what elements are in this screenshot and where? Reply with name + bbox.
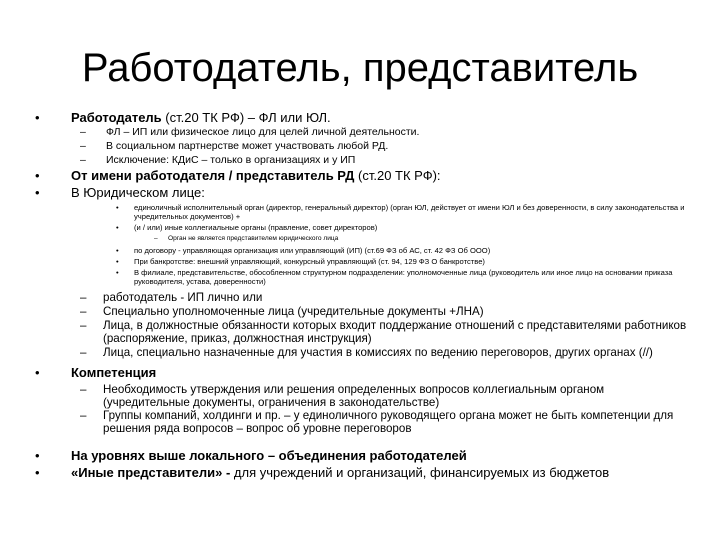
bullet-marker: •	[116, 246, 119, 255]
l3-item-text: В филиале, представительстве, обособленном структурном подразделении: уполномоченные лица (руководитель или иное лицо на основании приказа руководителя, устава, доверенности)	[134, 268, 673, 286]
bullet-marker: •	[35, 168, 40, 183]
dash-marker: –	[80, 409, 87, 422]
sub-item-text: ФЛ – ИП или физическое лицо для целей личной деятельности.	[106, 126, 420, 138]
bullet-associations-text: На уровнях выше локального – объединения работодателей	[71, 448, 467, 463]
bullet-legal-entity-text: В Юридическом лице:	[71, 185, 205, 200]
bullet-on-behalf-text	[71, 168, 441, 184]
dash-marker: –	[80, 346, 87, 359]
other-representatives-term: «Иные представители» -	[71, 465, 231, 480]
bullet-marker: •	[35, 365, 40, 380]
on-behalf-term: От имени работодателя / представитель РД	[71, 168, 355, 183]
bullet-marker: •	[116, 268, 119, 277]
other-representatives-definition: для учреждений и организаций, финансируемых из бюджетов	[230, 465, 610, 480]
bullet-marker: •	[35, 185, 40, 200]
bullet-marker: •	[116, 223, 119, 232]
employer-definition: (ст.20 ТК РФ) – ФЛ или ЮЛ.	[161, 110, 331, 125]
bullet-marker: •	[116, 257, 119, 266]
l3-item-text: При банкротстве: внешний управляющий, конкурсный управляющий (ст. 94, 129 ФЗ О банкротстве)	[134, 257, 485, 266]
dash-marker: –	[154, 235, 158, 242]
dash-marker: –	[80, 140, 86, 152]
sub-item-text: В социальном партнерстве может участвовать любой РД.	[106, 140, 389, 152]
bullet-employer-text	[71, 110, 331, 126]
dash-marker: –	[80, 383, 87, 396]
l2-item-text: Лица, специально назначенные для участия в комиссиях по ведению переговоров, других органах (//)	[103, 346, 653, 359]
l2-item-text: работодатель - ИП лично или	[103, 291, 263, 304]
bullet-marker: •	[35, 110, 40, 125]
bullet-competence-text: Компетенция	[71, 365, 157, 380]
l3-item-text: единоличный исполнительный орган (директор, генеральный директор) (орган ЮЛ, действует от имени ЮЛ и без доверенности, в силу законодательства и учредительных документов) +	[134, 203, 685, 221]
dash-marker: –	[80, 291, 87, 304]
sub-item-text: Исключение: КДиС – только в организациях и у ИП	[106, 154, 356, 166]
employer-term: Работодатель	[71, 110, 162, 125]
bullet-marker: •	[35, 448, 40, 463]
bullet-other-representatives-text	[71, 465, 609, 481]
l3-item-text: (и / или) иные коллегиальные органы (правление, совет директоров)	[134, 223, 378, 232]
l4-item-text: Орган не является представителем юридического лица	[168, 235, 339, 242]
l2-item-text: Необходимость утверждения или решения определенных вопросов коллегиальным органом (учредительные документы, ограничения в законодательстве)	[103, 383, 605, 409]
slide-title: Работодатель, представитель	[81, 46, 639, 90]
dash-marker: –	[80, 126, 86, 138]
l2-item-text: Лица, в должностные обязанности которых входит поддержание отношений с представителями работников (распоряжение, приказ, должностная инструкция)	[103, 319, 687, 345]
l3-item-text: по договору - управляющая организация или управляющий (ИП) (ст.69 ФЗ об АС, ст. 42 ФЗ Об ООО)	[134, 246, 491, 255]
dash-marker: –	[80, 154, 86, 166]
dash-marker: –	[80, 319, 87, 332]
l2-item-text: Группы компаний, холдинги и пр. – у единоличного руководящего органа может не быть компетенции для решения ряда вопросов – вопрос об уровне переговоров	[103, 409, 674, 435]
dash-marker: –	[80, 305, 87, 318]
on-behalf-reference: (ст.20 ТК РФ):	[354, 168, 441, 183]
l2-item-text: Специально уполномоченные лица (учредительные документы +ЛНА)	[103, 305, 484, 318]
bullet-marker: •	[116, 203, 119, 212]
bullet-marker: •	[35, 465, 40, 480]
